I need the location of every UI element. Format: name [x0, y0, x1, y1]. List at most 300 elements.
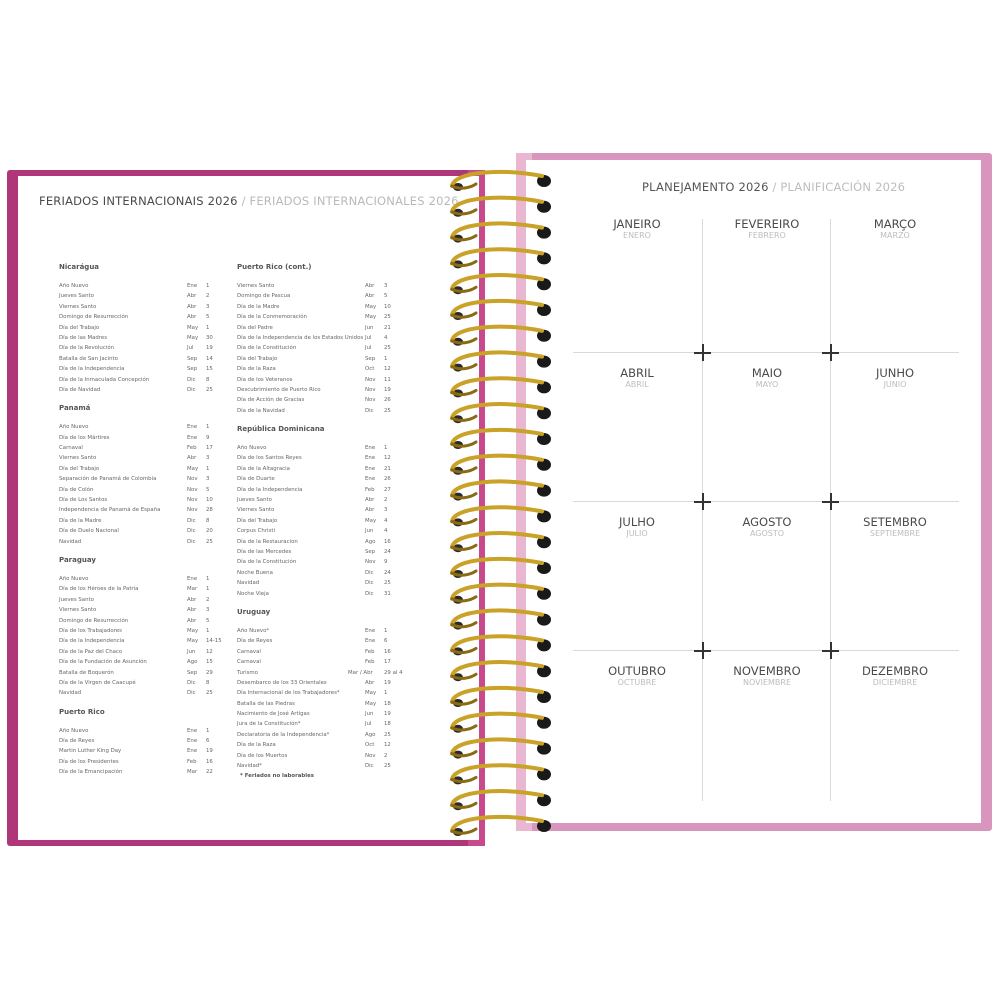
holiday-month: Ene: [365, 638, 376, 645]
holiday-day: 21: [384, 465, 391, 472]
holiday-day: 4: [384, 528, 388, 535]
holiday-month: May: [365, 700, 377, 707]
holiday-row: [237, 354, 405, 364]
holiday-day: 6: [384, 638, 388, 645]
holiday-row: [237, 406, 405, 416]
holiday-month: Nov: [187, 497, 198, 504]
holiday-month: Ene: [187, 283, 198, 289]
spiral-ring: [452, 404, 551, 423]
holiday-day: 6: [206, 738, 210, 745]
holiday-name: Día de la Navidad: [237, 407, 285, 414]
month-name-pt: JULHO: [619, 515, 655, 529]
holiday-row: [59, 626, 227, 636]
spiral-binding: [440, 160, 560, 840]
holiday-day: 11: [384, 376, 391, 383]
holiday-row: [59, 385, 227, 395]
holiday-day: 1: [384, 690, 388, 697]
month-cell: [831, 367, 959, 390]
holiday-row: [59, 505, 227, 515]
holiday-day: 18: [384, 721, 391, 728]
holiday-name: Día del Trabajo: [237, 355, 278, 362]
holiday-day: 19: [384, 386, 391, 393]
holiday-name: Día de los Veteranos: [237, 376, 293, 383]
holiday-row: [237, 709, 405, 719]
holiday-month: Dic: [187, 376, 196, 383]
month-name-es: ENERO: [623, 231, 651, 240]
holiday-day: 30: [206, 334, 213, 341]
holiday-row: [59, 422, 227, 432]
holiday-row: [237, 474, 405, 484]
holiday-name: Viernes Santo: [59, 455, 97, 462]
holiday-row: [59, 726, 227, 736]
holiday-month: Abr: [187, 314, 197, 321]
holiday-month: Dic: [365, 569, 374, 576]
month-name-pt: JANEIRO: [613, 217, 661, 231]
holiday-column-2: [237, 262, 405, 779]
holiday-day: 4: [384, 334, 388, 341]
holiday-month: Oct: [365, 742, 375, 749]
holiday-row: [237, 657, 405, 667]
holiday-row: [59, 647, 227, 657]
spiral-ring: [452, 740, 551, 759]
holiday-row: [237, 395, 405, 405]
holiday-month: May: [187, 334, 199, 341]
holiday-row: [237, 699, 405, 709]
holiday-row: [237, 678, 405, 688]
holiday-day: 18: [384, 700, 391, 707]
holiday-row: [237, 761, 405, 771]
holiday-name: Día de la Raza: [237, 366, 276, 373]
holiday-day: 1: [206, 424, 210, 431]
holiday-name: Día de la Constitución: [237, 559, 297, 566]
grid-divider-horizontal: [573, 352, 959, 353]
holiday-month: May: [187, 465, 199, 472]
holiday-row: [59, 333, 227, 343]
holiday-month: Jul: [187, 345, 194, 352]
holiday-row: [59, 526, 227, 536]
holiday-day: 26: [384, 476, 391, 483]
holiday-month: Sep: [365, 355, 376, 362]
spiral-ring: [452, 585, 551, 604]
holiday-day: 16: [384, 538, 391, 545]
title-es: FERIADOS INTERNACIONALES 2026: [249, 194, 459, 208]
holiday-month: May: [187, 324, 199, 331]
holiday-month: Ene: [365, 465, 376, 472]
holiday-row: [59, 495, 227, 505]
holiday-name: Día de la Madre: [237, 303, 280, 310]
holiday-month: Dic: [187, 679, 196, 686]
holiday-month: Jun: [365, 324, 374, 331]
holiday-name: Viernes Santo: [59, 303, 97, 310]
holiday-day: 12: [206, 648, 213, 655]
holiday-month: Jun: [365, 711, 374, 718]
holiday-name: Día Internacional de los Trabajadores*: [237, 690, 340, 697]
holiday-month: Feb: [187, 758, 197, 765]
holiday-month: Dic: [365, 590, 374, 597]
holiday-name: Batalla de Boquerón: [59, 669, 114, 676]
holiday-row: [59, 364, 227, 374]
holiday-month: Mar / Abr: [348, 669, 373, 676]
holiday-month: Ago: [365, 538, 376, 545]
holiday-day: 2: [384, 497, 388, 504]
holiday-row: [237, 302, 405, 312]
holiday-row: [59, 668, 227, 678]
holiday-day: 21: [384, 324, 391, 331]
holiday-day: 1: [206, 586, 210, 593]
holiday-name: Martin Luther King Day: [59, 748, 122, 755]
month-cell: [831, 516, 959, 539]
holiday-name: Día de la Independencia: [59, 638, 125, 645]
holiday-month: Dic: [365, 763, 374, 770]
holiday-month: Nov: [187, 476, 198, 483]
grid-divider-vertical: [830, 219, 831, 801]
holiday-month: May: [187, 638, 199, 645]
spiral-ring: [452, 533, 551, 552]
holiday-row: [237, 537, 405, 547]
holiday-day: 3: [384, 283, 388, 289]
spiral-ring: [452, 301, 551, 320]
holiday-name: Navidad: [59, 538, 82, 545]
holiday-name: Domingo de Resurrección: [59, 314, 129, 321]
holiday-name: Domingo de Resurrección: [59, 617, 129, 624]
month-cell: [573, 218, 701, 241]
holiday-name: Año Nuevo: [59, 727, 89, 734]
holiday-name: Día de Los Santos: [59, 497, 108, 504]
holiday-row: [237, 443, 405, 453]
holiday-month: Mar: [187, 769, 198, 776]
holiday-name: Descubrimiento de Puerto Rico: [237, 386, 321, 393]
holiday-month: Jul: [365, 334, 372, 341]
month-name-es: FEBRERO: [748, 231, 786, 240]
month-name-es: AGOSTO: [749, 529, 785, 538]
holiday-month: Feb: [365, 648, 375, 655]
holiday-day: 2: [206, 596, 210, 603]
holiday-month: Ene: [187, 424, 198, 431]
holiday-month: Jul: [365, 721, 372, 728]
holiday-day: 14-15: [206, 638, 222, 645]
holiday-day: 25: [384, 314, 391, 321]
holiday-month: Ene: [187, 575, 198, 582]
holiday-row: [59, 678, 227, 688]
holiday-row: [59, 605, 227, 615]
holiday-row: [237, 333, 405, 343]
holiday-day: 19: [206, 345, 213, 352]
plus-mark-icon: [694, 344, 711, 361]
holiday-name: Viernes Santo: [237, 507, 275, 514]
holiday-day: 2: [384, 752, 388, 759]
month-name-pt: AGOSTO: [742, 515, 792, 529]
holiday-month: Ene: [365, 476, 376, 483]
month-name-es: ABRIL: [625, 380, 649, 389]
holiday-day: 9: [206, 434, 210, 441]
holiday-month: May: [365, 314, 377, 321]
country-heading: República Dominicana: [237, 425, 325, 434]
holiday-month: Ene: [365, 627, 376, 634]
holiday-day: 3: [384, 507, 388, 514]
holiday-day: 2: [206, 293, 210, 300]
holiday-row: [59, 485, 227, 495]
holiday-row: [237, 547, 405, 557]
holiday-name: Día de la Altagracia: [237, 465, 290, 472]
month-name-pt: SETEMBRO: [863, 515, 927, 529]
holiday-row: [237, 385, 405, 395]
grid-divider-horizontal: [573, 501, 959, 502]
spiral-ring: [452, 430, 551, 449]
title-es: PLANIFICACIÓN 2026: [780, 180, 906, 194]
holiday-name: Día de la Independencia de los Estados Unidos: [237, 334, 364, 341]
holiday-name: Día de los Trabajadores: [59, 627, 122, 634]
holiday-row: [59, 312, 227, 322]
month-name-pt: DEZEMBRO: [861, 664, 929, 678]
holiday-row: [237, 636, 405, 646]
holiday-day: 25: [206, 386, 213, 393]
holiday-name: Día de la Fundación de Asunción: [59, 659, 147, 666]
holiday-day: 3: [206, 303, 210, 310]
country-heading: Puerto Rico: [59, 707, 105, 716]
holiday-row: [237, 589, 405, 599]
holiday-name: Día de la Raza: [237, 742, 276, 749]
holiday-name: Día de los Santos Reyes: [237, 455, 302, 462]
holiday-month: Dic: [187, 386, 196, 393]
holiday-month: May: [365, 690, 377, 697]
holiday-row: [59, 343, 227, 353]
holiday-row: [237, 668, 405, 678]
country-heading: Uruguay: [237, 607, 271, 616]
holiday-row: [237, 312, 405, 322]
holiday-day: 1: [384, 627, 388, 634]
holiday-row: [59, 616, 227, 626]
holiday-month: Ene: [187, 748, 198, 755]
spiral-ring: [452, 327, 551, 346]
holiday-month: Oct: [365, 366, 375, 373]
holiday-day: 25: [384, 407, 391, 414]
holiday-name: Día del Trabajo: [59, 465, 100, 472]
plus-mark-icon: [822, 344, 839, 361]
month-name-pt: NOVEMBRO: [733, 664, 801, 678]
holiday-row: [237, 557, 405, 567]
holiday-row: [59, 291, 227, 301]
holiday-name: Año Nuevo: [237, 445, 267, 452]
holiday-month: Jul: [365, 345, 372, 352]
holiday-day: 25: [384, 731, 391, 738]
holiday-row: [59, 323, 227, 333]
spiral-ring: [452, 482, 551, 501]
holiday-month: Ene: [187, 738, 198, 745]
spiral-ring: [452, 765, 551, 784]
holiday-day: 1: [206, 465, 210, 472]
holiday-day: 5: [206, 314, 210, 321]
holiday-month: Abr: [187, 293, 197, 300]
holiday-name: Día de la Restauracion: [237, 538, 298, 545]
holiday-row: [59, 746, 227, 756]
holiday-month: Sep: [187, 366, 198, 373]
holiday-name: Batalla de las Piedras: [237, 700, 295, 707]
spiral-ring: [452, 662, 551, 681]
holiday-month: Abr: [365, 679, 375, 686]
holiday-name: Navidad*: [237, 763, 262, 770]
spiral-ring: [452, 378, 551, 397]
holiday-row: [59, 636, 227, 646]
holiday-name: Noche Buena: [237, 569, 273, 576]
holiday-month: Jun: [187, 648, 196, 655]
holiday-name: Día de Reyes: [59, 738, 95, 745]
holiday-day: 15: [206, 366, 213, 373]
spiral-ring: [452, 714, 551, 733]
holiday-month: Nov: [365, 559, 376, 566]
right-page-planning: [526, 160, 981, 823]
month-name-es: MAYO: [755, 380, 779, 389]
holiday-month: Nov: [365, 376, 376, 383]
month-name-es: DICIEMBRE: [872, 678, 918, 687]
holiday-day: 12: [384, 366, 391, 373]
holiday-day: 12: [384, 455, 391, 462]
holiday-month: Sep: [187, 355, 198, 362]
holiday-day: 5: [206, 617, 210, 624]
holiday-row: [237, 291, 405, 301]
holiday-row: [59, 375, 227, 385]
holiday-day: 31: [384, 590, 391, 597]
holiday-month: Abr: [187, 596, 197, 603]
holiday-name: Noche Vieja: [237, 590, 269, 597]
holiday-day: 19: [384, 711, 391, 718]
holiday-name: Carnaval: [59, 445, 83, 452]
holiday-row: [59, 474, 227, 484]
holiday-day: 25: [384, 345, 391, 352]
country-heading: Paraguay: [59, 555, 96, 564]
holiday-name: Día de los Presidentes: [59, 758, 119, 765]
holiday-name: Día del Trabajo: [59, 324, 100, 331]
holiday-name: Jueves Santo: [237, 497, 272, 504]
holiday-name: Independencia de Panamá de España: [59, 507, 161, 514]
holiday-month: Sep: [187, 669, 198, 676]
holiday-month: Abr: [187, 607, 197, 614]
holiday-month: Sep: [365, 548, 376, 555]
holiday-day: 10: [384, 303, 391, 310]
holiday-name: Día de la Independencia: [59, 366, 125, 373]
spiral-ring: [452, 688, 551, 707]
grid-divider-vertical: [702, 219, 703, 801]
holiday-name: Día de Colón: [59, 486, 94, 493]
holiday-row: [59, 516, 227, 526]
holiday-row: [237, 526, 405, 536]
holiday-month: Dic: [187, 528, 196, 535]
holiday-month: Ene: [365, 455, 376, 462]
left-page-holidays: [18, 176, 479, 840]
holiday-row: [59, 767, 227, 777]
holiday-name: Domingo de Pascua: [237, 293, 291, 300]
holiday-row: [59, 574, 227, 584]
holiday-name: Día de los Muertos: [237, 752, 288, 759]
holiday-day: 20: [206, 528, 213, 535]
holiday-name: Separación de Panamá de Colombia: [59, 476, 157, 483]
holiday-name: Día de la Independencia: [237, 486, 303, 493]
holiday-day: 1: [206, 627, 210, 634]
holiday-day: 1: [206, 283, 210, 289]
holiday-row: [237, 516, 405, 526]
holiday-month: Nov: [187, 486, 198, 493]
holiday-day: 15: [206, 659, 213, 666]
holiday-day: 26: [384, 397, 391, 404]
month-name-es: NOVIEMBRE: [742, 678, 792, 687]
holiday-name: Día de los Mártires: [59, 434, 110, 441]
holiday-row: [237, 719, 405, 729]
holiday-row: [237, 343, 405, 353]
holiday-day: 19: [206, 748, 213, 755]
holiday-day: 25: [206, 538, 213, 545]
holiday-day: 28: [206, 507, 213, 514]
holiday-month: Feb: [365, 486, 375, 493]
plus-mark-icon: [822, 642, 839, 659]
holiday-row: [237, 281, 405, 291]
holiday-column-1: [59, 262, 227, 778]
holiday-day: 17: [206, 445, 213, 452]
holiday-day: 8: [206, 376, 210, 383]
holiday-month: Feb: [187, 445, 197, 452]
holiday-month: Dic: [187, 517, 196, 524]
holiday-name: Carnaval: [237, 648, 261, 655]
month-cell: [703, 367, 831, 390]
holiday-row: [59, 281, 227, 291]
month-name-pt: JUNHO: [875, 366, 915, 380]
month-name-pt: OUTUBRO: [608, 664, 666, 678]
title-separator: /: [772, 180, 777, 194]
month-name-es: OCTUBRE: [617, 678, 657, 687]
spiral-ring: [452, 353, 551, 372]
holiday-month: Abr: [365, 293, 375, 300]
holiday-name: Día de Duarte: [237, 476, 275, 483]
holiday-name: Día de la Conmemoración: [237, 314, 307, 321]
holiday-name: Año Nuevo*: [237, 627, 270, 634]
spiral-ring: [452, 275, 551, 294]
holiday-name: Año Nuevo: [59, 575, 89, 582]
holiday-day: 16: [384, 648, 391, 655]
holiday-name: Jura de la Constitución*: [237, 721, 301, 728]
plus-mark-icon: [822, 493, 839, 510]
spiral-ring: [452, 172, 551, 191]
holiday-row: [59, 688, 227, 698]
holiday-row: [59, 657, 227, 667]
plus-mark-icon: [694, 642, 711, 659]
month-cell: [831, 218, 959, 241]
holiday-day: 22: [206, 769, 213, 776]
holiday-day: 8: [206, 517, 210, 524]
holiday-name: Desembarco de los 33 Orientales: [237, 679, 327, 686]
holiday-row: [237, 578, 405, 588]
holiday-month: Mar: [187, 586, 198, 593]
month-cell: [703, 218, 831, 241]
holiday-month: May: [365, 303, 377, 310]
holiday-name: Jueves Santo: [59, 293, 94, 300]
holiday-row: [59, 302, 227, 312]
holiday-day: 8: [206, 679, 210, 686]
holiday-day: 25: [384, 763, 391, 770]
holiday-day: 12: [384, 742, 391, 749]
spiral-ring: [452, 611, 551, 630]
spiral-ring: [452, 817, 551, 836]
footnote: * Feriados no laborables: [240, 773, 314, 780]
holiday-month: Ene: [187, 727, 198, 734]
spiral-ring: [452, 198, 551, 217]
holiday-name: Navidad: [59, 690, 82, 697]
holiday-day: 5: [206, 486, 210, 493]
holiday-name: Día de los Héroes de la Patria: [59, 586, 139, 593]
title-pt: PLANEJAMENTO 2026: [642, 180, 769, 194]
holiday-name: Día de las Madres: [59, 334, 108, 341]
holiday-day: 3: [206, 455, 210, 462]
spiral-ring: [452, 249, 551, 268]
holiday-name: Día de la Paz del Chaco: [59, 648, 123, 655]
spiral-ring: [452, 559, 551, 578]
